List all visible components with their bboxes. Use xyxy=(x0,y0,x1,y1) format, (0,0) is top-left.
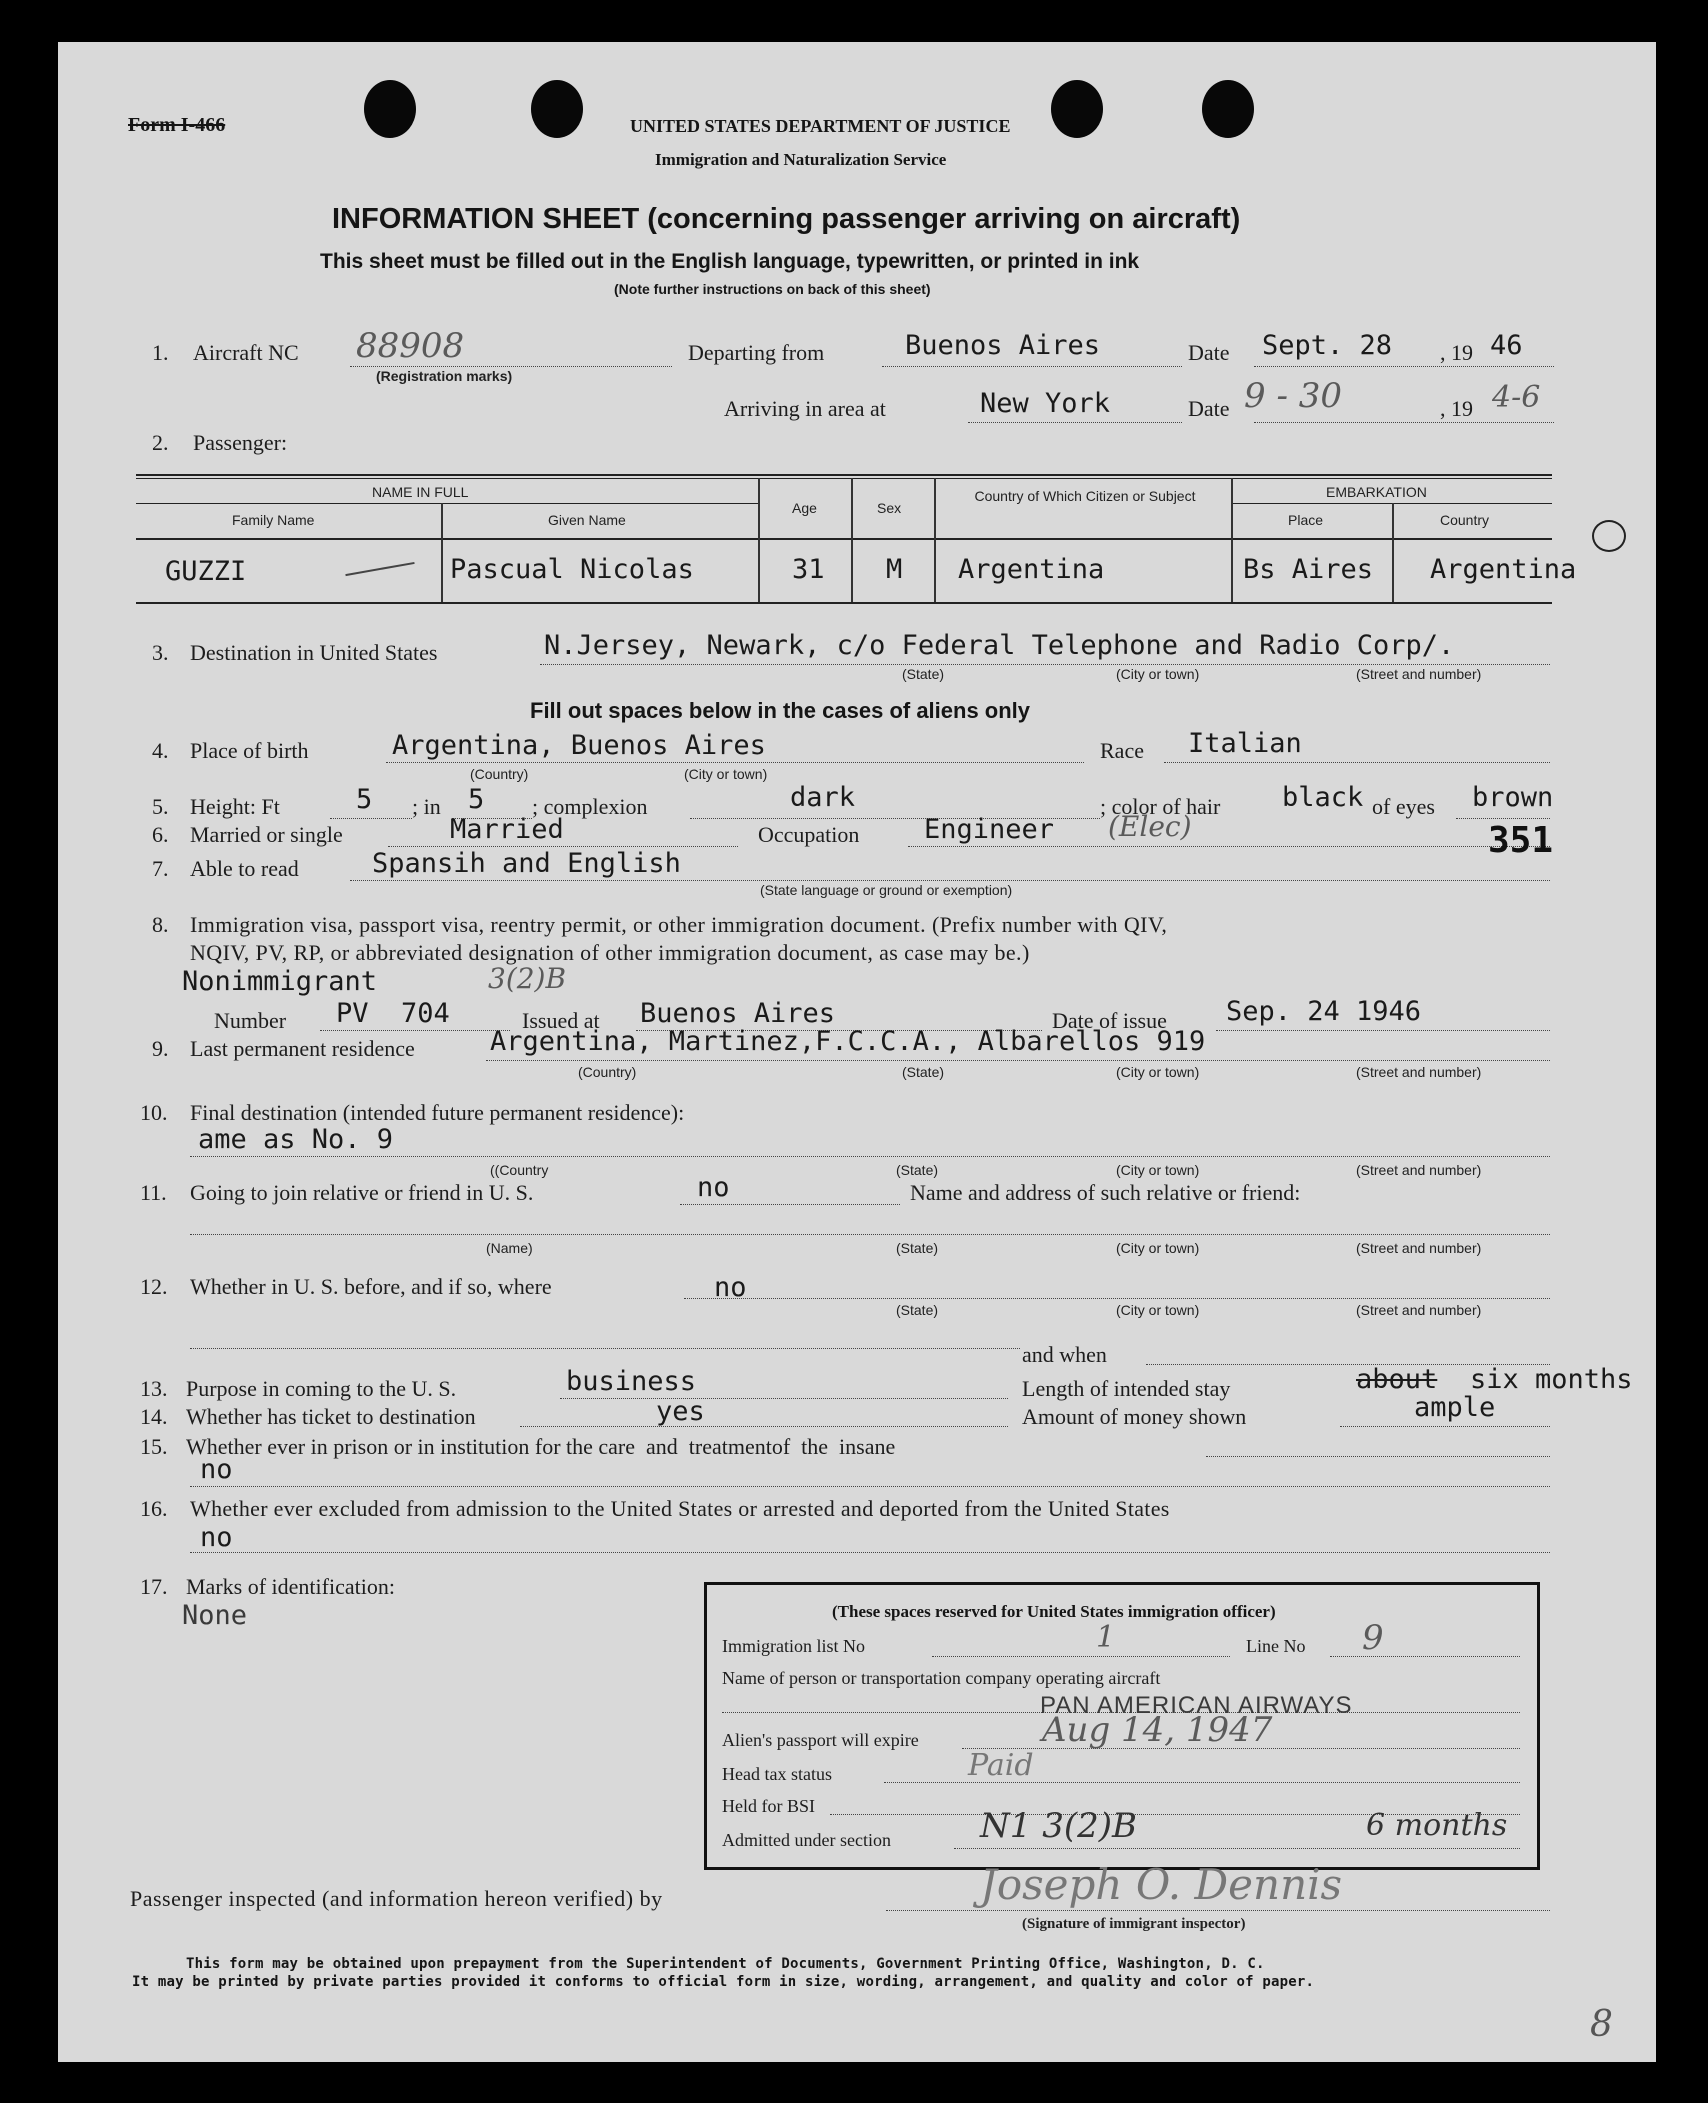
emb-country-header: Country xyxy=(1440,512,1490,528)
age-header: Age xyxy=(792,500,817,516)
previous-visit-line-2 xyxy=(190,1348,1020,1349)
operator-label: Name of person or transportation company operating aircraft xyxy=(722,1668,1161,1688)
embarkation-country-value: Argentina xyxy=(1430,554,1577,585)
signature-line xyxy=(886,1910,1550,1911)
passport-expiry-value: Aug 14, 1947 xyxy=(1042,1710,1273,1750)
purpose-line xyxy=(560,1398,1008,1399)
item-number: 7. xyxy=(152,856,169,881)
departure-date: Sept. 28 xyxy=(1262,330,1393,361)
punch-hole xyxy=(1051,80,1103,138)
department-name: UNITED STATES DEPARTMENT OF JUSTICE xyxy=(630,116,1011,136)
stay-struck-text: about xyxy=(1356,1364,1438,1395)
item-number: 9. xyxy=(152,1036,169,1061)
birthplace-label: Place of birth xyxy=(190,738,309,763)
join-relative-label: Going to join relative or friend in U. S. xyxy=(190,1180,534,1205)
previous-visit-line xyxy=(684,1298,1550,1299)
prison-label: Whether ever in prison or in institution for the care and treatmentof the insane xyxy=(186,1434,896,1459)
place-header: Place xyxy=(1288,512,1324,528)
prison-line xyxy=(1206,1456,1550,1457)
citizenship-value: Argentina xyxy=(958,554,1105,585)
city-caption: (City or town) xyxy=(1116,1302,1200,1318)
residence-label: Last permanent residence xyxy=(190,1036,415,1061)
aircraft-value: 88908 xyxy=(356,326,465,366)
family-name-header: Family Name xyxy=(232,512,315,528)
bsi-label: Held for BSI xyxy=(722,1796,815,1816)
arriving-label: Arriving in area at xyxy=(724,396,886,421)
money-label: Amount of money shown xyxy=(1022,1404,1247,1429)
final-destination-label: Final destination (intended future permanent residence): xyxy=(190,1100,685,1125)
relative-name-label: Name and address of such relative or friend: xyxy=(910,1180,1301,1205)
item-number: 12. xyxy=(140,1274,168,1299)
issued-at-label: Issued at xyxy=(522,1008,600,1033)
state-caption: (State) xyxy=(896,1240,939,1256)
given-name-header: Given Name xyxy=(548,512,626,528)
service-name: Immigration and Naturalization Service xyxy=(655,150,947,169)
name-caption: (Name) xyxy=(486,1240,533,1256)
occupation-line xyxy=(908,846,1550,847)
document-label-1: Immigration visa, passport visa, reentry permit, or other immigration document. (Prefix number with QIV, xyxy=(190,912,1168,937)
inspection-label: Passenger inspected (and information hereon verified) by xyxy=(130,1886,663,1911)
aliens-only-header: Fill out spaces below in the cases of aliens only xyxy=(530,698,1031,723)
city-caption: (City or town) xyxy=(1116,1162,1200,1178)
height-ft-value: 5 xyxy=(356,784,373,815)
identification-label: Marks of identification: xyxy=(186,1574,395,1599)
item-number: 8. xyxy=(152,912,169,937)
item-number: 1. xyxy=(152,340,169,365)
state-caption: (State) xyxy=(902,666,945,682)
item-number: 11. xyxy=(140,1180,167,1205)
birthplace-line xyxy=(386,762,1084,763)
item-number: 15. xyxy=(140,1434,168,1459)
city-caption: (City or town) xyxy=(1116,666,1200,682)
previous-visit-value: no xyxy=(714,1272,747,1303)
arrival-date-line xyxy=(1254,422,1554,423)
signature-caption: (Signature of immigrant inspector) xyxy=(1022,1916,1246,1932)
city-caption: (City or town) xyxy=(1116,1240,1200,1256)
previous-visit-label: Whether in U. S. before, and if so, where xyxy=(190,1274,552,1299)
complexion-label: ; complexion xyxy=(532,794,648,819)
form-note: (Note further instructions on back of this sheet) xyxy=(614,281,931,297)
sex-value: M xyxy=(886,554,903,585)
complexion-value: dark xyxy=(790,782,856,813)
marital-line xyxy=(388,846,738,847)
line-number-line xyxy=(1330,1656,1520,1657)
marital-value: Married xyxy=(450,814,564,845)
occupation-label: Occupation xyxy=(758,822,860,847)
age-value: 31 xyxy=(792,554,825,585)
hair-value: black xyxy=(1282,782,1364,813)
departure-year-prefix: , 19 xyxy=(1440,340,1473,365)
eyes-line xyxy=(1456,818,1550,819)
doc-number-value: PV 704 xyxy=(336,998,450,1029)
officer-box-title: (These spaces reserved for United States immigration officer) xyxy=(832,1602,1276,1621)
street-caption: (Street and number) xyxy=(1356,1162,1482,1178)
city-caption: (City or town) xyxy=(684,766,768,782)
prison-value: no xyxy=(200,1454,233,1485)
document-type-note: 3(2)B xyxy=(488,962,567,995)
form-subtitle: This sheet must be filled out in the English language, typewritten, or printed in ink xyxy=(320,250,1140,273)
final-destination-line xyxy=(190,1156,1550,1157)
arrival-date-label: Date xyxy=(1188,396,1230,421)
family-name-value: GUZZI xyxy=(165,556,247,587)
prison-line-2 xyxy=(190,1486,1550,1487)
item-number: 2. xyxy=(152,430,169,455)
issue-date-line xyxy=(1216,1030,1550,1031)
page-mark: 8 xyxy=(1590,2004,1613,2045)
punch-hole xyxy=(364,80,416,138)
excluded-line xyxy=(190,1552,1550,1553)
birthplace-value: Argentina, Buenos Aires xyxy=(392,730,766,761)
immigration-list-value: 1 xyxy=(1096,1620,1116,1655)
state-caption: (State) xyxy=(896,1162,939,1178)
given-name-value: Pascual Nicolas xyxy=(450,554,694,585)
country-caption: ((Country xyxy=(490,1162,549,1178)
residence-value: Argentina, Martinez,F.C.C.A., Albarellos 919 xyxy=(490,1026,1206,1057)
departing-line xyxy=(882,366,1182,367)
issue-date-label: Date of issue xyxy=(1052,1008,1167,1033)
embarkation-header: EMBARKATION xyxy=(1326,484,1427,500)
document-type-value: Nonimmigrant xyxy=(182,966,378,997)
embarkation-place-value: Bs Aires xyxy=(1243,554,1374,585)
head-tax-label: Head tax status xyxy=(722,1764,832,1784)
issued-at-value: Buenos Aires xyxy=(640,998,836,1029)
admitted-period: 6 months xyxy=(1366,1808,1508,1843)
ticket-label: Whether has ticket to destination xyxy=(186,1404,476,1429)
footer-line-1: This form may be obtained upon prepayment from the Superintendent of Documents, Government Printing Office, Washington, D. C. xyxy=(186,1956,1265,1972)
form-number: Form I-466 xyxy=(128,114,226,136)
identification-value: None xyxy=(182,1600,248,1631)
country-caption: (Country) xyxy=(470,766,529,782)
admitted-line xyxy=(954,1848,1520,1849)
punch-hole xyxy=(1202,80,1254,138)
residence-line xyxy=(486,1060,1550,1061)
marital-label: Married or single xyxy=(190,822,343,847)
line-number-value: 9 xyxy=(1362,1618,1384,1658)
citizenship-header: Country of Which Citizen or Subject xyxy=(974,488,1196,504)
item-number: 6. xyxy=(152,822,169,847)
destination-label: Destination in United States xyxy=(190,640,438,665)
money-line xyxy=(1340,1426,1550,1427)
arrival-year: 4-6 xyxy=(1492,380,1541,415)
pen-circle-mark xyxy=(1592,520,1626,552)
issue-date-value: Sep. 24 1946 xyxy=(1226,996,1422,1027)
arriving-value: New York xyxy=(980,388,1111,419)
join-relative-value: no xyxy=(697,1172,730,1203)
name-in-full-header: NAME IN FULL xyxy=(372,484,469,500)
item-number: 16. xyxy=(140,1496,168,1521)
item-number: 4. xyxy=(152,738,169,763)
footer-line-2: It may be printed by private parties provided it conforms to official form in size, wording, arrangement, and quality and color of paper. xyxy=(132,1974,1315,1990)
form-title: INFORMATION SHEET (concerning passenger arriving on aircraft) xyxy=(332,203,1241,235)
passport-line xyxy=(962,1748,1520,1749)
city-caption: (City or town) xyxy=(1116,1064,1200,1080)
race-line xyxy=(1164,762,1550,763)
language-label: Able to read xyxy=(190,856,299,881)
join-relative-line xyxy=(680,1204,900,1205)
departing-label: Departing from xyxy=(688,340,825,365)
street-caption: (Street and number) xyxy=(1356,666,1482,682)
departure-year: 46 xyxy=(1490,330,1523,361)
item-number: 14. xyxy=(140,1404,168,1429)
relative-address-line xyxy=(190,1234,1550,1235)
street-caption: (Street and number) xyxy=(1356,1064,1482,1080)
item-number: 17. xyxy=(140,1574,168,1599)
race-value: Italian xyxy=(1188,728,1302,759)
head-tax-line xyxy=(884,1782,1520,1783)
destination-line xyxy=(540,664,1550,665)
final-destination-value: ame as No. 9 xyxy=(198,1124,394,1155)
item-number: 10. xyxy=(140,1100,168,1125)
excluded-value: no xyxy=(200,1522,233,1553)
doc-number-line xyxy=(320,1030,510,1031)
head-tax-value: Paid xyxy=(968,1748,1034,1783)
state-caption: (State) xyxy=(896,1302,939,1318)
date-line xyxy=(1254,366,1554,367)
height-in-value: 5 xyxy=(468,784,485,815)
immigration-list-label: Immigration list No xyxy=(722,1636,865,1656)
punch-hole xyxy=(531,80,583,138)
occupation-note: (Elec) xyxy=(1108,810,1192,843)
departing-value: Buenos Aires xyxy=(905,330,1101,361)
stamp-number: 351 xyxy=(1488,820,1554,861)
ticket-line xyxy=(520,1426,1008,1427)
registration-caption: (Registration marks) xyxy=(376,368,513,384)
height-ft-line xyxy=(330,818,412,819)
hair-label: ; color of hair xyxy=(1100,794,1221,819)
admitted-label: Admitted under section xyxy=(722,1830,891,1850)
purpose-label: Purpose in coming to the U. S. xyxy=(186,1376,457,1401)
purpose-value: business xyxy=(566,1366,697,1397)
race-label: Race xyxy=(1100,738,1144,763)
admitted-value: N1 3(2)B xyxy=(980,1806,1137,1846)
state-caption: (State) xyxy=(902,1064,945,1080)
stay-label: Length of intended stay xyxy=(1022,1376,1231,1401)
destination-value: N.Jersey, Newark, c/o Federal Telephone and Radio Corp/. xyxy=(544,630,1455,661)
language-line xyxy=(350,880,1550,881)
eyes-label: of eyes xyxy=(1372,794,1435,819)
inspector-signature: Joseph O. Dennis xyxy=(980,1860,1343,1909)
eyes-value: brown xyxy=(1472,782,1554,813)
aircraft-line xyxy=(350,366,672,367)
when-label: and when xyxy=(1022,1342,1107,1367)
passenger-label: Passenger: xyxy=(193,430,288,455)
line-number-label: Line No xyxy=(1246,1636,1306,1656)
language-value: Spansih and English xyxy=(372,848,681,879)
height-in-label: ; in xyxy=(412,794,441,819)
arrival-date: 9 - 30 xyxy=(1244,376,1342,416)
item-number: 13. xyxy=(140,1376,168,1401)
height-label: Height: Ft xyxy=(190,794,280,819)
date-label: Date xyxy=(1188,340,1230,365)
document-label-2: NQIV, PV, RP, or abbreviated designation of other immigration document, as case may be.) xyxy=(190,940,1030,965)
passport-expiry-label: Alien's passport will expire xyxy=(722,1730,919,1750)
money-value: ample xyxy=(1414,1392,1496,1423)
arriving-line xyxy=(968,422,1182,423)
street-caption: (Street and number) xyxy=(1356,1240,1482,1256)
aircraft-label: Aircraft NC xyxy=(193,340,299,365)
operator-stamp: PAN AMERICAN AIRWAYS xyxy=(1040,1692,1353,1719)
list-line xyxy=(932,1656,1230,1657)
excluded-label: Whether ever excluded from admission to the United States or arrested and deported from the United States xyxy=(190,1496,1170,1521)
ticket-value: yes xyxy=(656,1396,705,1427)
street-caption: (Street and number) xyxy=(1356,1302,1482,1318)
sex-header: Sex xyxy=(877,500,902,516)
occupation-value: Engineer xyxy=(924,814,1055,845)
item-number: 5. xyxy=(152,794,169,819)
country-caption: (Country) xyxy=(578,1064,637,1080)
arrival-year-prefix: , 19 xyxy=(1440,396,1473,421)
doc-number-label: Number xyxy=(214,1008,287,1033)
item-number: 3. xyxy=(152,640,169,665)
language-caption: (State language or ground or exemption) xyxy=(760,882,1013,898)
stay-value: six months xyxy=(1470,1364,1633,1395)
